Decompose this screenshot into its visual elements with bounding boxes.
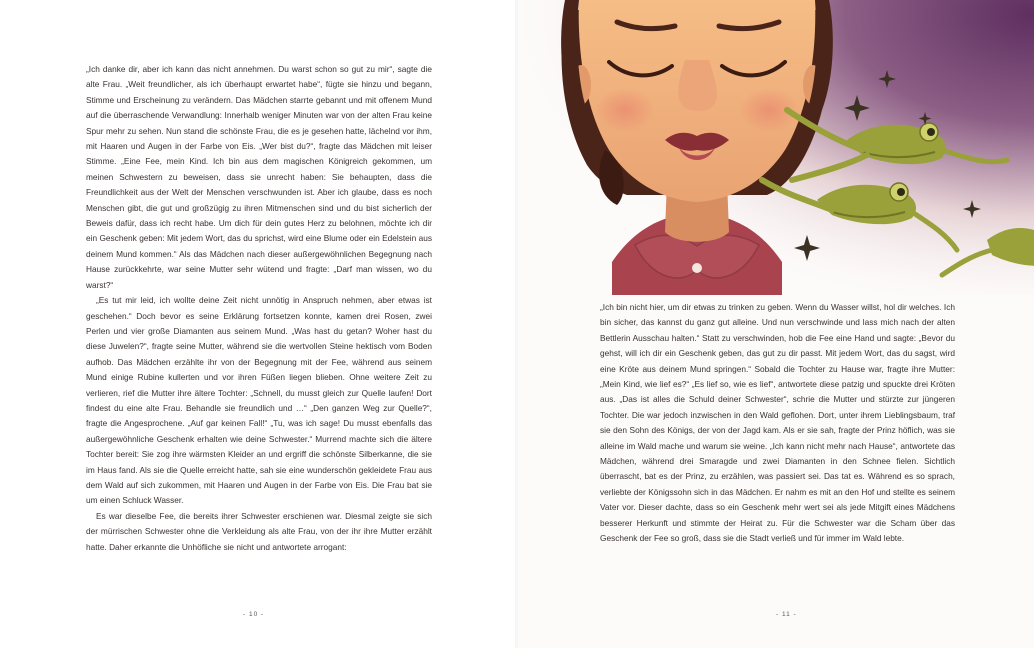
cheek-left	[595, 88, 655, 132]
paragraph: „Es tut mir leid, ich wollte deine Zeit nicht unnötig in Anspruch nehmen, aber etwas ist geschehen.“ Doch bevor es seine Erklärung fortsetzen konnte, kamen drei Rosen, zwei Perlen und vier große Diamanten aus seinem Mund. „Was hast du getan? Woher hast du diese Juwelen?“, fragte seine Mutter, während sie die wertvollen Steine hektisch vom Boden aufhob. Das Mädchen erzählte ihr von der Begegnung mit der Fee, während aus seinem Mund einige Rubine kullerten und vor ihren Füßen liegen blieben. Ohne weitere Zeit zu verlieren, rief die Mutter ihre ältere Tochter: „Schnell, du musst gleich zur Quelle laufen! Dort findest du eine alte Frau. Behandle sie freundlich und …“ „Den ganzen Weg zur Quelle?“, fragte die Angesprochene. „Auf gar keinen Fall!“ „Tu, was ich sage! Du musst ebenfalls das außergewöhnliche Geschenk erhalten wie deine Schwester.“ Murrend machte sich die ältere Tochter bereit: Sie zog ihre wärmsten Kleider an und ergriff die schönste Silberkanne, die sie im Haus fand. Als sie die Quelle erreicht hatte, sah sie eine wunderschön gekleidete Frau aus dem Wald auf sich zukommen, mit Haaren und Augen in der Farbe von Eis. Die Frau bat sie um einen Schluck Wasser.	[86, 295, 432, 506]
gutter	[515, 0, 519, 648]
nose	[678, 60, 717, 111]
illustration	[517, 0, 1034, 295]
paragraph: „Ich danke dir, aber ich kann das nicht annehmen. Du warst schon so gut zu mir“, sagte die alte Frau. „Weit freundlicher, als ich überhaupt erwartet habe“, fügte sie hinzu und begann, Stimme und Erscheinung zu verändern. Das Mädchen starrte gebannt und mit offenem Mund auf die überraschende Verwandlung: Innerhalb weniger Minuten war von der alten Frau keine Spur mehr zu sehen. Nun stand die schönste Frau, die es je gesehen hatte, lächelnd vor ihm, mit Haaren und Augen in der Farbe von Eis. „Wer bist du?“, fragte das Mädchen mit leiser Stimme. „Eine Fee, mein Kind. Ich bin aus dem magischen Königreich gekommen, um meinen Schwestern zu beweisen, dass sie unrecht haben: Sie behaupten, dass die Freundlichkeit aus der Welt der Menschen verschwunden ist. Aber ich glaube, dass es noch Menschen gibt, die gut und großzügig zu ihren Mitmenschen sind und du bist sicherlich der Beweis dafür, dass ich recht habe. Um dich für dein gutes Herz zu belohnen, möchte ich dir ein Geschenk geben: Mit jedem Wort, das du sprichst, wird eine Blume oder ein Edelstein aus deinem Mund kommen.“ Als das Mädchen nach dieser außergewöhnlichen Begegnung nach Hause zurückkehrte, war seine Mutter sehr wütend und fragte: „Darf man wissen, wo du warst?“	[86, 64, 432, 290]
paragraph: Es war dieselbe Fee, die bereits ihrer Schwester erschienen war. Diesmal zeigte sie sich der mürrischen Schwester ohne die Verkleidung als alte Frau, von der ihr ihre Mutter erzählt hatte. Daher erkannte die Unhöfliche sie nicht und antwortete arrogant:	[86, 510, 432, 552]
collar-button	[692, 263, 702, 273]
left-page-text	[86, 62, 432, 555]
page-number: - 10 -	[243, 611, 265, 618]
paragraph: „Ich bin nicht hier, um dir etwas zu trinken zu geben. Wenn du Wasser willst, hol dir welches. Ich bin sicher, das kannst du ganz gut alleine. Und nun verschwinde und lass mich nach der alten Bettlerin Ausschau halten.“ Statt zu verschwinden, hob die Fee eine Hand und sagte: „Bevor du gehst, will ich dir ein Geschenk geben, das gut zu dir passt. Mit jedem Wort, das du sagst, wird eine Kröte aus deinem Mund springen.“ Sobald die Tochter zu Hause war, fragte ihre Mutter: „Mein Kind, wie lief es?“ „Es lief so, wie es lief“, antwortete diese patzig und spuckte drei Kröten aus. „Das ist alles die Schuld deiner Schwester“, schrie die Mutter und stürzte zur jüngeren Tochter. Die war jedoch inzwischen in den Wald geflohen. Dort, unter ihrem Lieblingsbaum, traf sie den Sohn des Königs, der von der Jagd kam. Als er sie sah, fragte der Prinz höflich, was sie alleine im Wald mache und warum sie weine. „Ich kann nicht mehr nach Hause“, antwortete das Mädchen, während drei Smaragde und zwei Diamanten in den Schnee fielen. Sichtlich überrascht, bat es der Prinz, zu erzählen, was passiert sei. Das tat es. Während es so sprach, verliebte der Königssohn sich in das Mädchen. Er nahm es mit an den Hof und stellte es seinem Vater vor. Dieser dachte, dass so ein Geschenk mehr wert sei als jede Mitgift eines Mädchens besserer Herkunft und stimmte der Heirat zu. Für die Schwester war die Scham über das Geschenk der Fee so groß, dass sie die Stadt verließ und für immer im Wald lebte.	[600, 302, 955, 544]
page-number: - 11 -	[776, 611, 797, 618]
right-page-text	[600, 300, 955, 547]
